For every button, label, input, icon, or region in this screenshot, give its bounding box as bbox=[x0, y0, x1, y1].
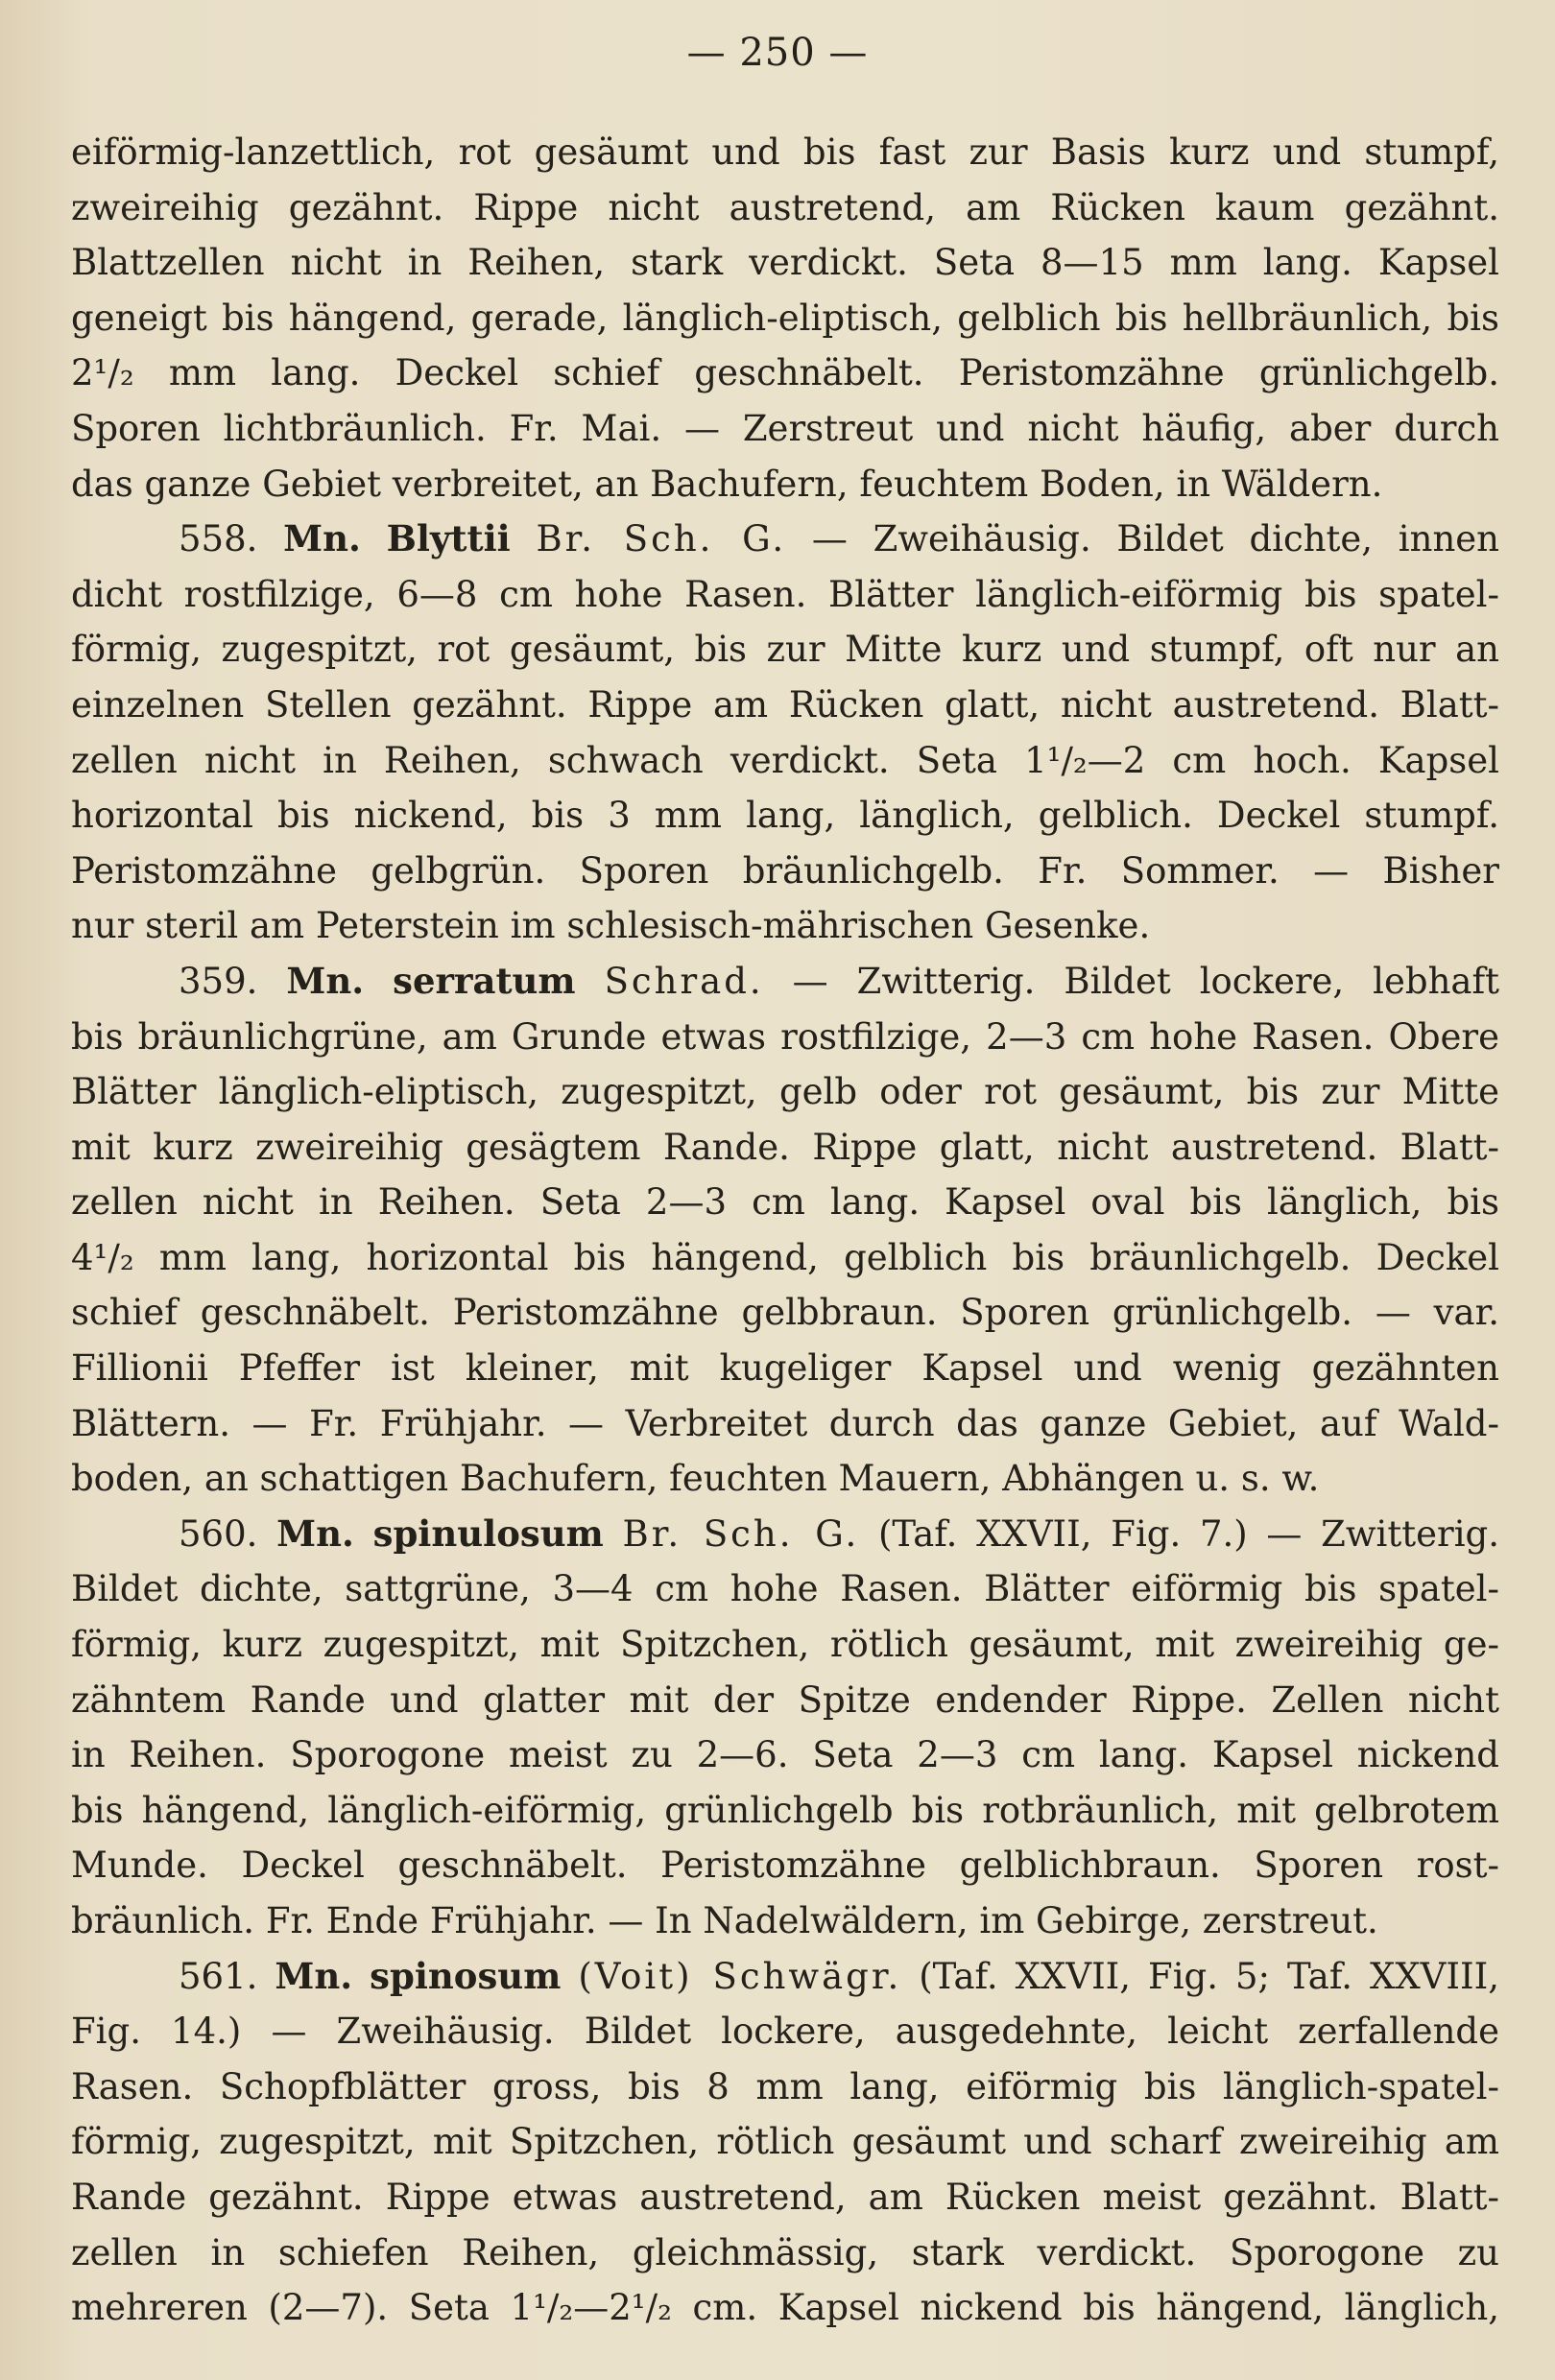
entry-heading-560 bbox=[71, 1507, 1499, 1562]
entry-number: 560. bbox=[179, 1512, 258, 1555]
text-line: Blattzellen nicht in Reihen, stark verdickt. Seta 8—15 mm lang. Kapsel bbox=[71, 242, 1499, 284]
text-line: eiförmig-lanzettlich, rot gesäumt und bis fast zur Basis kurz und stumpf, bbox=[71, 131, 1499, 173]
authority: Br. Sch. G. bbox=[536, 518, 787, 560]
text-line: Bildet dichte, sattgrüne, 3—4 cm hohe Rasen. Blätter eiförmig bis spatel- bbox=[71, 1568, 1499, 1610]
authority: (Voit) Schwägr. bbox=[578, 1955, 902, 1997]
text-line: nur steril am Peterstein im schlesisch-mährischen Gesenke. bbox=[71, 905, 1151, 947]
entry-number: 561. bbox=[179, 1955, 258, 1997]
text-line: geneigt bis hängend, gerade, länglich-eliptisch, gelblich bis hellbräunlich, bis bbox=[71, 297, 1499, 339]
species-name: Blyttii bbox=[386, 517, 511, 560]
text-line: zweireihig gezähnt. Rippe nicht austretend, am Rücken kaum gezähnt. bbox=[71, 186, 1499, 228]
text-line: Rasen. Schopfblätter gross, bis 8 mm lang, eiförmig bis länglich-spatel- bbox=[71, 2065, 1499, 2107]
species-name: spinosum bbox=[370, 1954, 562, 1997]
genus-abbrev: Mn. bbox=[283, 517, 361, 560]
entry-number: 359. bbox=[179, 960, 258, 1002]
genus-abbrev: Mn. bbox=[275, 1954, 353, 1997]
text-line: förmig, kurz zugespitzt, mit Spitzchen, rötlich gesäumt, mit zweireihig ge- bbox=[71, 1624, 1499, 1666]
genus-abbrev: Mn. bbox=[276, 1511, 354, 1555]
entry-first-line-rest: (Taf. XXVII, Fig. 7.) — Zwitterig. bbox=[877, 1512, 1499, 1555]
text-line: zellen nicht in Reihen. Seta 2—3 cm lang. Kapsel oval bis länglich, bis bbox=[71, 1181, 1499, 1224]
text-line: mit kurz zweireihig gesägtem Rande. Rippe glatt, nicht austretend. Blatt- bbox=[71, 1126, 1499, 1168]
genus-abbrev: Mn. bbox=[286, 959, 365, 1002]
text-line: dicht rostfilzige, 6—8 cm hohe Rasen. Blätter länglich-eiförmig bis spatel- bbox=[71, 573, 1499, 615]
text-line: in Reihen. Sporogone meist zu 2—6. Seta 2—3 cm lang. Kapsel nickend bbox=[71, 1734, 1499, 1776]
text-line: Sporen lichtbräunlich. Fr. Mai. — Zerstreut und nicht häufig, aber durch bbox=[71, 407, 1499, 449]
text-line: schief geschnäbelt. Peristomzähne gelbbraun. Sporen grünlichgelb. — var. bbox=[71, 1292, 1499, 1334]
text-line: bräunlich. Fr. Ende Frühjahr. — In Nadelwäldern, im Gebirge, zerstreut. bbox=[71, 1900, 1378, 1941]
text-line: Blätter länglich-eliptisch, zugespitzt, gelb oder rot gesäumt, bis zur Mitte bbox=[71, 1071, 1499, 1113]
text-line: zähntem Rande und glatter mit der Spitze endender Rippe. Zellen nicht bbox=[71, 1678, 1499, 1721]
entry-heading-359 bbox=[71, 954, 1499, 1010]
entry-heading-561 bbox=[71, 1949, 1499, 2005]
text-line: 4¹/₂ mm lang, horizontal bis hängend, gelblich bis bräunlichgelb. Deckel bbox=[71, 1236, 1499, 1278]
text-line: einzelnen Stellen gezähnt. Rippe am Rücken glatt, nicht austretend. Blatt- bbox=[71, 683, 1499, 726]
species-name: spinulosum bbox=[372, 1511, 604, 1555]
species-name: serratum bbox=[393, 959, 576, 1002]
page-body bbox=[71, 125, 1499, 2336]
text-line: boden, an schattigen Bachufern, feuchten Mauern, Abhängen u. s. w. bbox=[71, 1458, 1320, 1500]
text-line: Blättern. — Fr. Frühjahr. — Verbreitet durch das ganze Gebiet, auf Wald- bbox=[71, 1402, 1499, 1444]
text-line: Munde. Deckel geschnäbelt. Peristomzähne gelblichbraun. Sporen rost- bbox=[71, 1844, 1499, 1887]
entry-number: 558. bbox=[179, 518, 258, 560]
text-line: 2¹/₂ mm lang. Deckel schief geschnäbelt. Peristomzähne grünlichgelb. bbox=[71, 352, 1499, 394]
entry-first-line-rest: (Taf. XXVII, Fig. 5; Taf. XXVIII, bbox=[919, 1955, 1499, 1997]
text-line: Peristomzähne gelbgrün. Sporen bräunlichgelb. Fr. Sommer. — Bisher bbox=[71, 849, 1499, 892]
page-number: — 250 — bbox=[686, 31, 869, 75]
text-line: Fillionii Pfeffer ist kleiner, mit kugeliger Kapsel und wenig gezähnten bbox=[71, 1347, 1499, 1390]
entry-heading-558 bbox=[71, 512, 1499, 567]
text-line: mehreren (2—7). Seta 1¹/₂—2¹/₂ cm. Kapsel nickend bis hängend, länglich, bbox=[71, 2287, 1499, 2329]
authority: Br. Sch. G. bbox=[622, 1512, 860, 1555]
text-line: zellen nicht in Reihen, schwach verdickt. Seta 1¹/₂—2 cm hoch. Kapsel bbox=[71, 739, 1499, 781]
text-line: förmig, zugespitzt, rot gesäumt, bis zur Mitte kurz und stumpf, oft nur an bbox=[71, 629, 1499, 671]
text-line: Rande gezähnt. Rippe etwas austretend, am Rücken meist gezähnt. Blatt- bbox=[71, 2176, 1499, 2218]
entry-first-line-rest: — Zweihäusig. Bildet dichte, innen bbox=[811, 518, 1499, 560]
text-line: Fig. 14.) — Zweihäusig. Bildet lockere, ausgedehnte, leicht zerfallende bbox=[71, 2011, 1499, 2053]
text-line: zellen in schiefen Reihen, gleichmässig, stark verdickt. Sporogone zu bbox=[71, 2231, 1499, 2273]
text-line: förmig, zugespitzt, mit Spitzchen, rötlich gesäumt und scharf zweireihig am bbox=[71, 2121, 1499, 2163]
text-line: das ganze Gebiet verbreitet, an Bachufern, feuchtem Boden, in Wäldern. bbox=[71, 463, 1383, 505]
text-line: horizontal bis nickend, bis 3 mm lang, länglich, gelblich. Deckel stumpf. bbox=[71, 795, 1499, 837]
text-line: bis hängend, länglich-eiförmig, grünlichgelb bis rotbräunlich, mit gelbrotem bbox=[71, 1789, 1499, 1831]
text-line: bis bräunlichgrüne, am Grunde etwas rostfilzige, 2—3 cm hohe Rasen. Obere bbox=[71, 1015, 1499, 1058]
authority: Schrad. bbox=[604, 960, 764, 1002]
entry-first-line-rest: — Zwitterig. Bildet lockere, lebhaft bbox=[792, 960, 1499, 1002]
